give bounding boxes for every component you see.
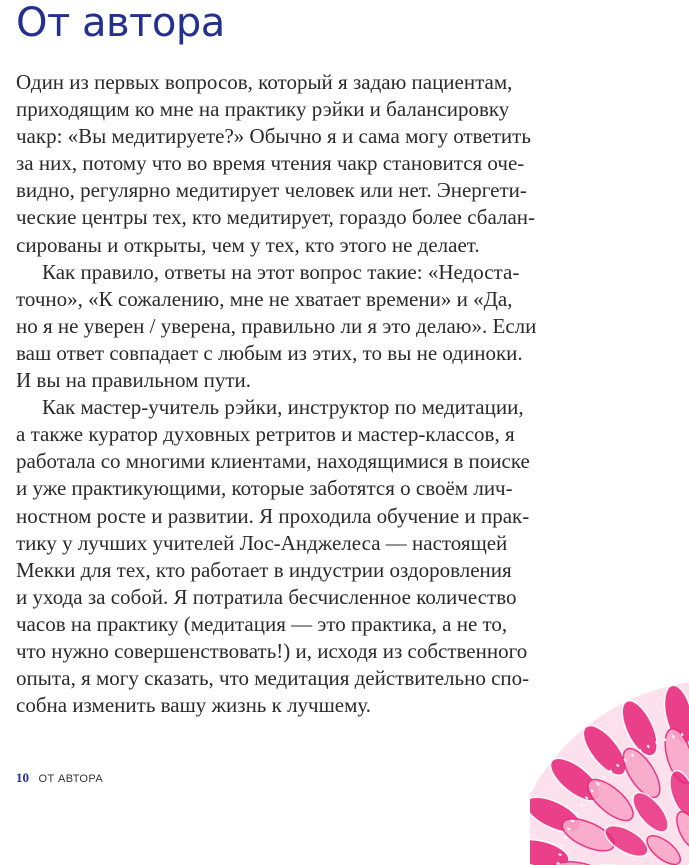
- text-line: видно, регулярно медитирует человек или нет. Энергети-: [16, 178, 527, 203]
- text-line: Как правило, ответы на этот вопрос такие: «Недоста-: [42, 259, 520, 284]
- page-footer: [16, 770, 103, 786]
- text-line: Мекки для тех, кто работает в индустрии оздоровления: [16, 557, 512, 582]
- text-line: собна изменить вашу жизнь к лучшему.: [16, 693, 372, 718]
- text-line: и ухода за собой. Я потратила бесчисленное количество: [16, 584, 517, 609]
- text-line: приходящим ко мне на практику рэйки и балансировку: [16, 97, 510, 122]
- paragraph: [16, 69, 582, 259]
- text-line: но я не уверен / уверена, правильно ли я это делаю». Если: [16, 313, 537, 338]
- page-number: 10: [16, 770, 29, 785]
- text-line: часов на практику (медитация — это практика, а не то,: [16, 611, 508, 636]
- running-head: ОТ АВТОРА: [38, 773, 104, 785]
- text-line: ностном росте и развитии. Я проходила обучение и прак-: [16, 503, 530, 528]
- text-line: а также куратор духовных ретритов и мастер-классов, я: [16, 422, 515, 447]
- mandala-ornament-icon: [530, 640, 689, 865]
- text-line: опыта, я могу сказать, что медитация действительно спо-: [16, 666, 530, 691]
- chapter-title: От автора: [16, 0, 225, 46]
- paragraph: [16, 394, 582, 719]
- text-line: сированы и открыты, чем у тех, кто этого не делает.: [16, 232, 480, 257]
- text-line: Один из первых вопросов, который я задаю пациентам,: [16, 70, 513, 94]
- text-line: ваш ответ совпадает с любым из этих, то вы не одиноки.: [16, 340, 523, 365]
- text-line: работала со многими клиентами, находящимися в поиске: [16, 449, 530, 474]
- text-line: за них, потому что во время чтения чакр становится оче-: [16, 151, 525, 176]
- text-line: Как мастер-учитель рэйки, инструктор по медитации,: [42, 395, 524, 420]
- text-line: что нужно совершенствовать!) и, исходя из собственного: [16, 638, 528, 663]
- body-text: [16, 69, 582, 719]
- text-line: И вы на правильном пути.: [16, 368, 252, 393]
- text-line: ческие центры тех, кто медитирует, гораздо более сбалан-: [16, 205, 536, 230]
- paragraph: [16, 259, 582, 394]
- text-line: точно», «К сожалению, мне не хватает времени» и «Да,: [16, 286, 513, 311]
- text-line: чакр: «Вы медитируете?» Обычно я и сама могу ответить: [16, 124, 531, 149]
- text-line: тику у лучших учителей Лос-Анджелеса — настоящей: [16, 530, 508, 555]
- text-line: и уже практикующими, которые заботятся о своём лич-: [16, 476, 513, 501]
